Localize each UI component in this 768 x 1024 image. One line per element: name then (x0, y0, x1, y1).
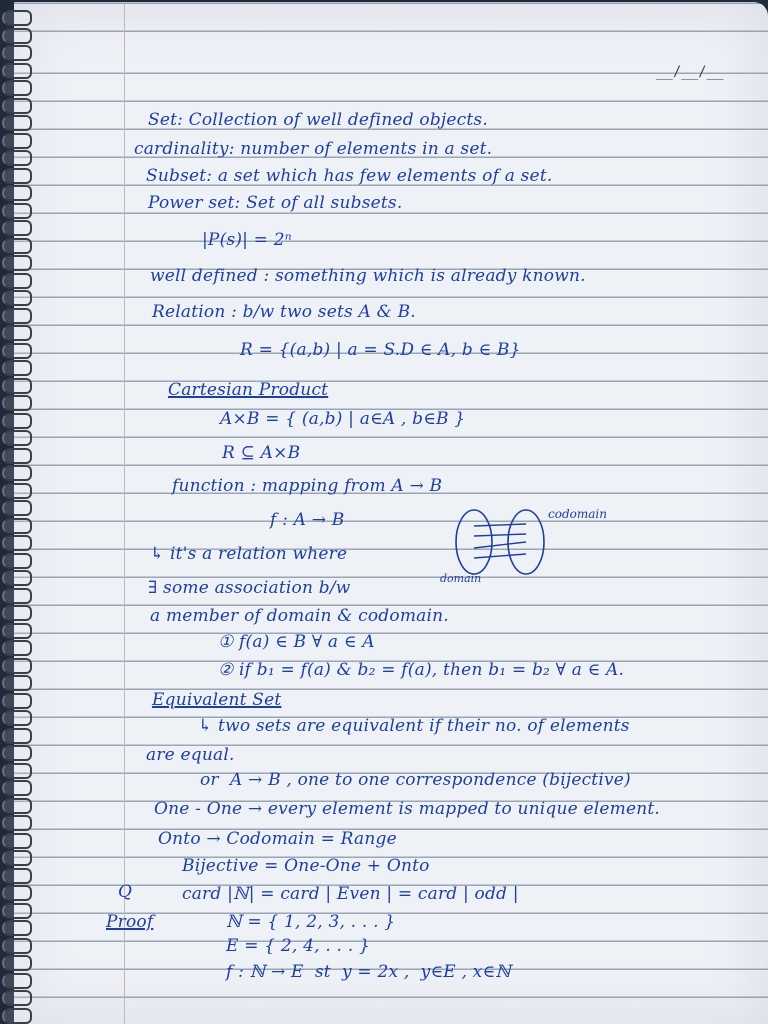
note-line-equivalent-set: Equivalent Set (152, 690, 282, 710)
mapping-arrow-2 (474, 534, 526, 536)
note-line-function: function : mapping from A → B (172, 476, 443, 496)
note-line-cartesian-heading: Cartesian Product (168, 380, 329, 400)
note-line-set: Set: Collection of well defined objects. (148, 110, 488, 130)
note-line-power-formula: |P(s)| = 2ⁿ (202, 230, 292, 250)
note-line-domain-codomain: a member of domain & codomain. (150, 606, 449, 626)
mapping-arrow-1 (474, 524, 526, 526)
note-line-are-equal: are equal. (146, 745, 235, 765)
note-line-subset: Subset: a set which has few elements of a set. (146, 166, 553, 186)
note-line-bijective: Bijective = One-One + Onto (182, 856, 430, 876)
note-line-one-one: One - One → every element is mapped to unique element. (154, 799, 661, 819)
margin-note-q: Q (118, 882, 133, 902)
note-line-onto: Onto → Codomain = Range (158, 829, 397, 849)
note-line-relation: Relation : b/w two sets A & B. (152, 302, 416, 322)
note-line-one-to-one: or A → B , one to one correspondence (bijective) (200, 770, 631, 790)
note-line-relation-def: R = {(a,b) | a = S.D ∈ A, b ∈ B} (240, 340, 521, 360)
note-line-cartesian-def: A×B = { (a,b) | a∈A , b∈B } (220, 409, 466, 429)
date-mark: __/__/__ (656, 64, 724, 80)
note-line-card: card |ℕ| = card | Even | = card | odd | (182, 884, 519, 904)
mapping-arrow-4 (474, 554, 526, 558)
mapping-arrow-3 (474, 542, 526, 548)
note-line-relation-where: ↳ it's a relation where (150, 544, 348, 564)
domain-label: domain (440, 572, 482, 585)
note-line-function-map: f : A → B (270, 510, 345, 530)
codomain-label: codomain (548, 507, 607, 521)
note-line-powerset: Power set: Set of all subsets. (148, 193, 403, 213)
note-line-condition-1: ① f(a) ∈ B ∀ a ∈ A (218, 632, 375, 652)
note-line-condition-2: ② if b₁ = f(a) & b₂ = f(a), then b₁ = b₂ ∀ a ∈ A. (218, 660, 625, 680)
note-line-bijection-f: f : ℕ → E st y = 2x , y∈E , x∈ℕ (226, 962, 511, 982)
note-line-well-defined: well defined : something which is already known. (150, 266, 586, 286)
note-line-cardinality: cardinality: number of elements in a set. (134, 139, 493, 159)
note-line-evens: E = { 2, 4, . . . } (226, 936, 370, 956)
note-line-association: ∃ some association b/w (148, 578, 351, 598)
note-line-naturals: ℕ = { 1, 2, 3, . . . } (226, 912, 396, 932)
mapping-diagram (440, 496, 648, 596)
domain-ellipse (456, 510, 492, 574)
note-line-equivalent-def: ↳ two sets are equivalent if their no. of elements (198, 716, 630, 736)
note-line-subset-of-product: R ⊆ A×B (222, 443, 301, 463)
margin-note-proof: Proof (106, 912, 154, 932)
